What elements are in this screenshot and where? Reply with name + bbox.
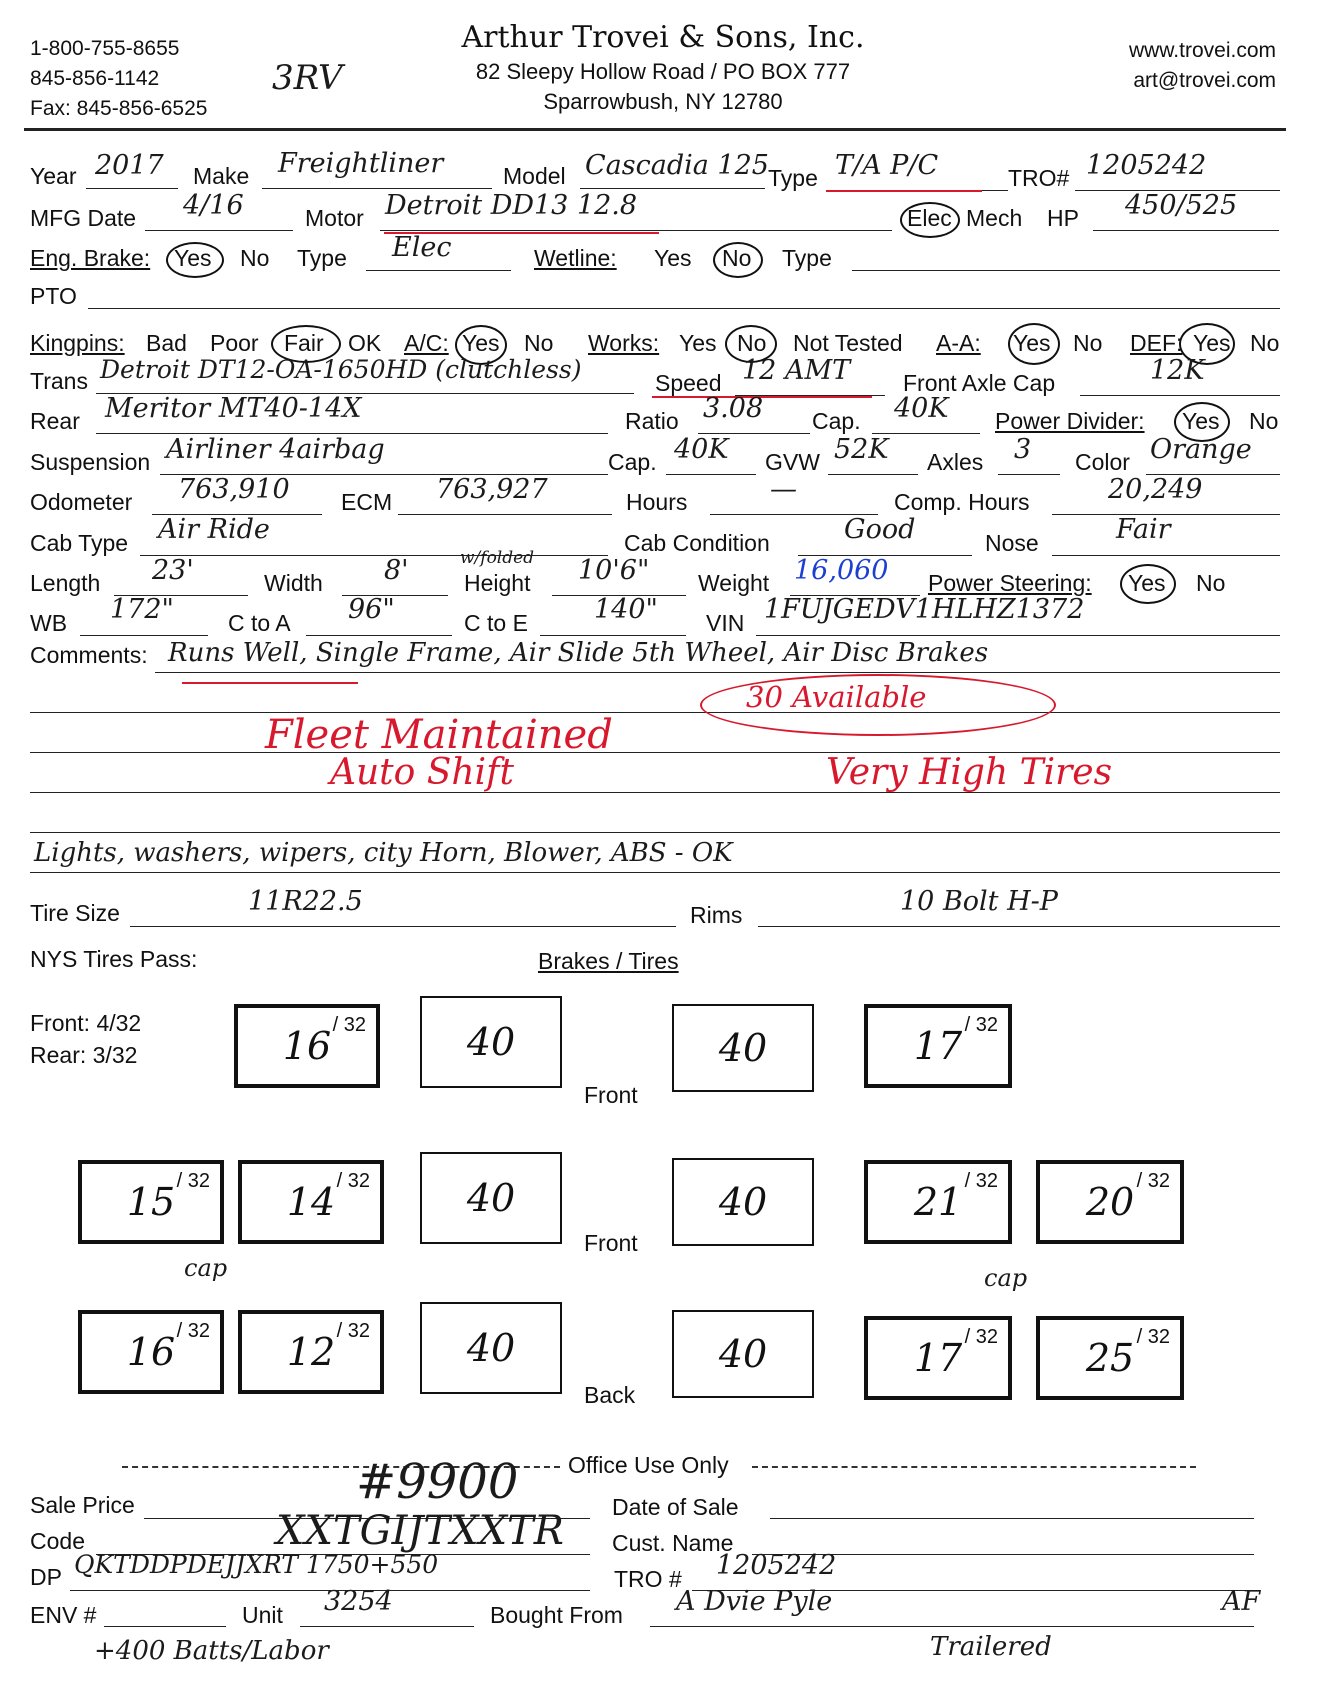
label-rear: Rear — [30, 408, 80, 434]
label-tire-size: Tire Size — [30, 900, 120, 926]
label-motor: Motor — [305, 205, 364, 231]
company-block — [0, 20, 1326, 115]
value-initials[interactable]: AF — [1222, 1586, 1261, 1617]
brake-value: 40 — [466, 1020, 516, 1064]
works-not-tested[interactable]: Not Tested — [793, 330, 903, 356]
label-weight: Weight — [698, 570, 770, 596]
label-c-to-e: C to E — [464, 610, 528, 636]
tire-tread-value: 17 — [913, 1024, 963, 1068]
label-cab-type: Cab Type — [30, 530, 129, 556]
value-very-high-tires[interactable]: Very High Tires — [826, 752, 1113, 793]
label-nose: Nose — [985, 530, 1039, 556]
value-suspension[interactable]: Airliner 4airbag — [166, 434, 385, 465]
brake-value: 40 — [466, 1176, 516, 1220]
label-color: Color — [1075, 449, 1130, 475]
tire-fraction: / 32 — [964, 1326, 998, 1348]
kingpins-poor[interactable]: Poor — [210, 330, 259, 356]
office-dash-right — [752, 1466, 1196, 1468]
ecm-line — [398, 514, 612, 515]
label-works: Works: — [588, 330, 660, 356]
cap-note-left[interactable]: cap — [184, 1254, 228, 1282]
label-unit: Unit — [242, 1602, 283, 1628]
value-available[interactable]: 30 Available — [746, 680, 927, 714]
label-brakes-tires: Brakes / Tires — [538, 948, 679, 974]
brake-box-front-drive-right[interactable] — [672, 1158, 814, 1246]
value-odometer[interactable]: 763,910 — [178, 474, 290, 505]
label-elec[interactable]: Elec — [907, 205, 952, 231]
value-comp-hours[interactable]: 20,249 — [1108, 474, 1203, 505]
value-weight[interactable]: 16,060 — [794, 555, 889, 586]
wetline-yes[interactable]: Yes — [654, 245, 692, 271]
label-cust-name: Cust. Name — [612, 1530, 734, 1556]
value-sale-price[interactable]: #9900 — [356, 1454, 519, 1510]
tire-fraction: / 32 — [964, 1014, 998, 1036]
pto-line — [88, 308, 1280, 309]
value-wb[interactable]: 172" — [110, 594, 174, 625]
value-model[interactable]: Cascadia 125 — [585, 150, 769, 181]
label-cab-condition: Cab Condition — [624, 530, 770, 556]
tire-size-line — [130, 926, 676, 927]
axles-line — [998, 474, 1060, 475]
value-hp[interactable]: 450/525 — [1125, 190, 1238, 221]
power-steering-yes[interactable]: Yes — [1128, 570, 1166, 596]
tire-fraction: / 32 — [964, 1170, 998, 1192]
label-wb: WB — [30, 610, 68, 636]
c-to-a-line — [306, 635, 452, 636]
mfg-date-line — [145, 230, 293, 231]
value-tro-2[interactable]: 1205242 — [716, 1550, 837, 1581]
label-axles: Axles — [927, 449, 984, 475]
label-mech[interactable]: Mech — [966, 205, 1023, 231]
value-nose[interactable]: Fair — [1116, 514, 1171, 545]
value-ratio[interactable]: 3.08 — [703, 393, 764, 424]
label-code: Code — [30, 1528, 85, 1554]
tire-tread-value: 14 — [286, 1180, 336, 1224]
brake-box-steer-left[interactable] — [420, 996, 562, 1088]
label-height: Height — [464, 570, 531, 596]
brake-box-rear-drive-left[interactable] — [420, 1302, 562, 1394]
power-steering-no[interactable]: No — [1196, 570, 1226, 596]
ac-no[interactable]: No — [524, 330, 554, 356]
cap-note-right[interactable]: cap — [984, 1264, 1028, 1292]
value-batts[interactable]: +400 Batts/Labor — [94, 1636, 329, 1666]
label-front-1: Front — [584, 1082, 638, 1108]
tire-box-steer-right[interactable] — [864, 1004, 1012, 1088]
label-trans: Trans — [30, 368, 88, 394]
ac-yes[interactable]: Yes — [462, 330, 500, 356]
tire-tread-value: 20 — [1085, 1180, 1135, 1224]
label-tro-2: TRO # — [614, 1566, 682, 1592]
tire-box-front-drive-inner-right[interactable] — [864, 1160, 1012, 1244]
value-rims[interactable]: 10 Bolt H-P — [900, 886, 1058, 917]
value-gvw[interactable]: 52K — [834, 434, 889, 465]
label-front-2: Front — [584, 1230, 638, 1256]
eng-brake-no[interactable]: No — [240, 245, 270, 271]
value-motor[interactable]: Detroit DD13 12.8 — [385, 190, 638, 221]
label-dp: DP — [30, 1564, 62, 1590]
comments-red-underline — [182, 682, 358, 684]
value-auto-shift[interactable]: Auto Shift — [330, 752, 514, 793]
value-dp[interactable]: QKTDDPDEJJXRT 1750+550 — [74, 1550, 439, 1579]
tire-tread-value: 15 — [126, 1180, 176, 1224]
brake-value: 40 — [718, 1180, 768, 1224]
label-eng-brake: Eng. Brake: — [30, 245, 151, 271]
label-speed: Speed — [655, 370, 722, 396]
label-c-to-a: C to A — [228, 610, 291, 636]
susp-cap-line — [666, 474, 756, 475]
tire-fraction: / 32 — [332, 1014, 366, 1036]
kingpins-bad[interactable]: Bad — [146, 330, 187, 356]
value-height[interactable]: 10'6" — [578, 555, 650, 586]
label-length: Length — [30, 570, 101, 596]
label-nys-tires: NYS Tires Pass: — [30, 946, 198, 972]
label-def: DEF: — [1130, 330, 1183, 356]
value-c-to-a[interactable]: 96" — [348, 594, 395, 625]
company-name: Arthur Trovei & Sons, Inc. — [461, 20, 865, 55]
email: art@trovei.com — [1133, 69, 1276, 92]
tire-tread-value: 16 — [126, 1330, 176, 1374]
label-vin: VIN — [706, 610, 745, 636]
label-ratio: Ratio — [625, 408, 679, 434]
tire-tread-value: 25 — [1085, 1336, 1135, 1380]
value-rear-cap[interactable]: 40K — [894, 393, 949, 424]
label-kingpins: Kingpins: — [30, 330, 125, 356]
value-type[interactable]: T/A P/C — [835, 150, 939, 181]
value-eng-brake-type[interactable]: Elec — [392, 232, 452, 263]
note-code: 3RV — [272, 58, 343, 98]
value-fleet[interactable]: Fleet Maintained — [265, 712, 613, 758]
nose-line — [1052, 555, 1280, 556]
label-wetline: Wetline: — [534, 245, 617, 271]
label-tro: TRO# — [1008, 165, 1070, 191]
value-cab-type[interactable]: Air Ride — [158, 514, 270, 545]
label-ecm: ECM — [341, 489, 393, 515]
value-cab-condition[interactable]: Good — [844, 514, 916, 545]
date-of-sale-line — [770, 1518, 1254, 1519]
label-aa: A-A: — [936, 330, 981, 356]
brake-value: 40 — [718, 1332, 768, 1376]
eng-brake-type-line — [366, 270, 511, 271]
value-make[interactable]: Freightliner — [278, 148, 444, 179]
c-to-e-line — [540, 635, 686, 636]
wb-line — [80, 635, 208, 636]
company-address1: 82 Sleepy Hollow Road / PO BOX 777 — [475, 59, 851, 84]
tire-tread-value: 12 — [286, 1330, 336, 1374]
label-susp-cap: Cap. — [608, 449, 657, 475]
value-year[interactable]: 2017 — [95, 150, 164, 181]
kingpins-fair[interactable]: Fair — [284, 330, 324, 356]
value-vin[interactable]: 1FUJGEDV1HLHZ1372 — [764, 594, 1085, 625]
brake-value: 40 — [718, 1026, 768, 1070]
env-line — [104, 1626, 226, 1627]
type-red-underline — [826, 190, 982, 192]
make-line — [262, 188, 492, 189]
year-line — [86, 188, 178, 189]
bought-from-line — [650, 1626, 1254, 1627]
label-bought-from: Bought From — [490, 1602, 623, 1628]
label-power-steering: Power Steering: — [928, 570, 1092, 596]
label-office-use: Office Use Only — [568, 1452, 729, 1478]
brake-box-front-drive-left[interactable] — [420, 1152, 562, 1244]
label-odometer: Odometer — [30, 489, 133, 515]
label-rear-cap: Cap. — [812, 408, 861, 434]
brake-box-steer-right[interactable] — [672, 1004, 814, 1092]
label-env: ENV # — [30, 1602, 97, 1628]
value-trailered[interactable]: Trailered — [930, 1632, 1052, 1662]
label-type: Type — [768, 165, 818, 191]
phone-tollfree: 1-800-755-8655 — [30, 37, 180, 60]
value-tro[interactable]: 1205242 — [1086, 150, 1207, 181]
value-hours[interactable]: — — [770, 474, 797, 505]
value-ecm[interactable]: 763,927 — [436, 474, 548, 505]
value-length[interactable]: 23' — [152, 555, 194, 586]
value-bought-from[interactable]: A Dvie Pyle — [676, 1586, 833, 1617]
tire-box-rear-drive-inner-right[interactable] — [864, 1316, 1012, 1400]
label-hp: HP — [1047, 205, 1079, 231]
phone-local: 845-856-1142 — [30, 67, 160, 90]
vin-line — [756, 635, 1280, 636]
power-divider-yes[interactable]: Yes — [1182, 408, 1220, 434]
value-susp-cap[interactable]: 40K — [674, 434, 729, 465]
def-yes[interactable]: Yes — [1193, 330, 1231, 356]
label-back: Back — [584, 1382, 636, 1408]
tire-box-front-drive-outer-left[interactable] — [78, 1160, 224, 1244]
value-code[interactable]: XXTGIJTXXTR — [276, 1508, 564, 1554]
tire-box-front-drive-inner-left[interactable] — [238, 1160, 384, 1244]
tire-box-front-drive-outer-right[interactable] — [1036, 1160, 1184, 1244]
tire-tread-value: 21 — [913, 1180, 963, 1224]
tire-fraction: / 32 — [336, 1320, 370, 1342]
value-trans[interactable]: Detroit DT12-OA-1650HD (clutchless) — [100, 355, 582, 384]
label-sale-price: Sale Price — [30, 1492, 135, 1518]
label-front-axle-cap: Front Axle Cap — [903, 370, 1056, 396]
value-lights[interactable]: Lights, washers, wipers, city Horn, Blower, ABS - OK — [34, 838, 733, 868]
label-suspension: Suspension — [30, 449, 151, 475]
label-hours: Hours — [626, 489, 688, 515]
gvw-line — [828, 474, 918, 475]
comments-line-2 — [30, 712, 1280, 713]
tire-tread-value: 17 — [913, 1336, 963, 1380]
value-axles[interactable]: 3 — [1014, 434, 1032, 465]
eng-brake-yes[interactable]: Yes — [174, 245, 212, 271]
value-comments[interactable]: Runs Well, Single Frame, Air Slide 5th Wheel, Air Disc Brakes — [168, 638, 989, 668]
cab-type-line — [140, 555, 608, 556]
label-wetline-type: Type — [782, 245, 832, 271]
brake-value: 40 — [466, 1326, 516, 1370]
label-width: Width — [264, 570, 323, 596]
label-rear-pass: Rear: 3/32 — [30, 1042, 138, 1068]
label-rims: Rims — [690, 902, 743, 928]
value-mfg-date[interactable]: 4/16 — [183, 190, 244, 221]
unit-line — [300, 1626, 474, 1627]
comments-line-6 — [30, 872, 1280, 873]
value-speed[interactable]: 12 AMT — [742, 355, 851, 386]
motor-line — [380, 230, 892, 231]
front-axle-cap-line — [1080, 395, 1280, 396]
works-yes[interactable]: Yes — [679, 330, 717, 356]
fax-number: Fax: 845-856-6525 — [30, 97, 208, 120]
value-front-axle-cap[interactable]: 12K — [1150, 355, 1205, 386]
tire-fraction: / 32 — [176, 1320, 210, 1342]
value-c-to-e[interactable]: 140" — [594, 594, 658, 625]
tire-fraction: / 32 — [1136, 1170, 1170, 1192]
website: www.trovei.com — [1128, 39, 1276, 62]
tire-fraction: / 32 — [336, 1170, 370, 1192]
label-gvw: GVW — [765, 449, 820, 475]
label-make: Make — [193, 163, 250, 189]
value-rear[interactable]: Meritor MT40-14X — [105, 393, 362, 424]
tire-box-rear-drive-outer-right[interactable] — [1036, 1316, 1184, 1400]
value-unit[interactable]: 3254 — [324, 1586, 393, 1617]
tire-fraction: / 32 — [1136, 1326, 1170, 1348]
label-comp-hours: Comp. Hours — [894, 489, 1030, 515]
wetline-type-line — [852, 270, 1280, 271]
tire-box-rear-drive-inner-left[interactable] — [238, 1310, 384, 1394]
value-width[interactable]: 8' — [384, 555, 409, 586]
label-front-pass: Front: 4/32 — [30, 1010, 142, 1036]
works-no[interactable]: No — [737, 330, 767, 356]
value-color[interactable]: Orange — [1150, 434, 1252, 465]
rims-line — [758, 926, 1280, 927]
label-mfg-date: MFG Date — [30, 205, 137, 231]
company-address2: Sparrowbush, NY 12780 — [543, 89, 783, 114]
label-model: Model — [503, 163, 566, 189]
value-tire-size[interactable]: 11R22.5 — [248, 886, 363, 917]
kingpins-ok[interactable]: OK — [348, 330, 382, 356]
aa-no[interactable]: No — [1073, 330, 1103, 356]
label-comments: Comments: — [30, 642, 148, 668]
hp-line — [1093, 230, 1279, 231]
comments-line-1 — [155, 672, 1280, 673]
aa-yes[interactable]: Yes — [1013, 330, 1051, 356]
tire-tread-value: 16 — [282, 1024, 332, 1068]
label-eng-brake-type: Type — [297, 245, 347, 271]
label-year: Year — [30, 163, 77, 189]
label-power-divider: Power Divider: — [995, 408, 1145, 434]
power-divider-no[interactable]: No — [1249, 408, 1279, 434]
label-date-of-sale: Date of Sale — [612, 1494, 739, 1520]
tire-fraction: / 32 — [176, 1170, 210, 1192]
tire-box-rear-drive-outer-left[interactable] — [78, 1310, 224, 1394]
header-divider — [24, 128, 1286, 131]
label-pto: PTO — [30, 283, 77, 309]
brake-box-rear-drive-right[interactable] — [672, 1310, 814, 1398]
value-height-note[interactable]: w/folded — [460, 548, 535, 568]
tire-box-steer-left[interactable] — [234, 1004, 380, 1088]
def-no[interactable]: No — [1250, 330, 1280, 356]
label-ac: A/C: — [404, 330, 449, 356]
comments-line-5 — [30, 832, 1280, 833]
contact-web — [1129, 36, 1276, 96]
wetline-no[interactable]: No — [722, 245, 752, 271]
model-line — [580, 188, 765, 189]
